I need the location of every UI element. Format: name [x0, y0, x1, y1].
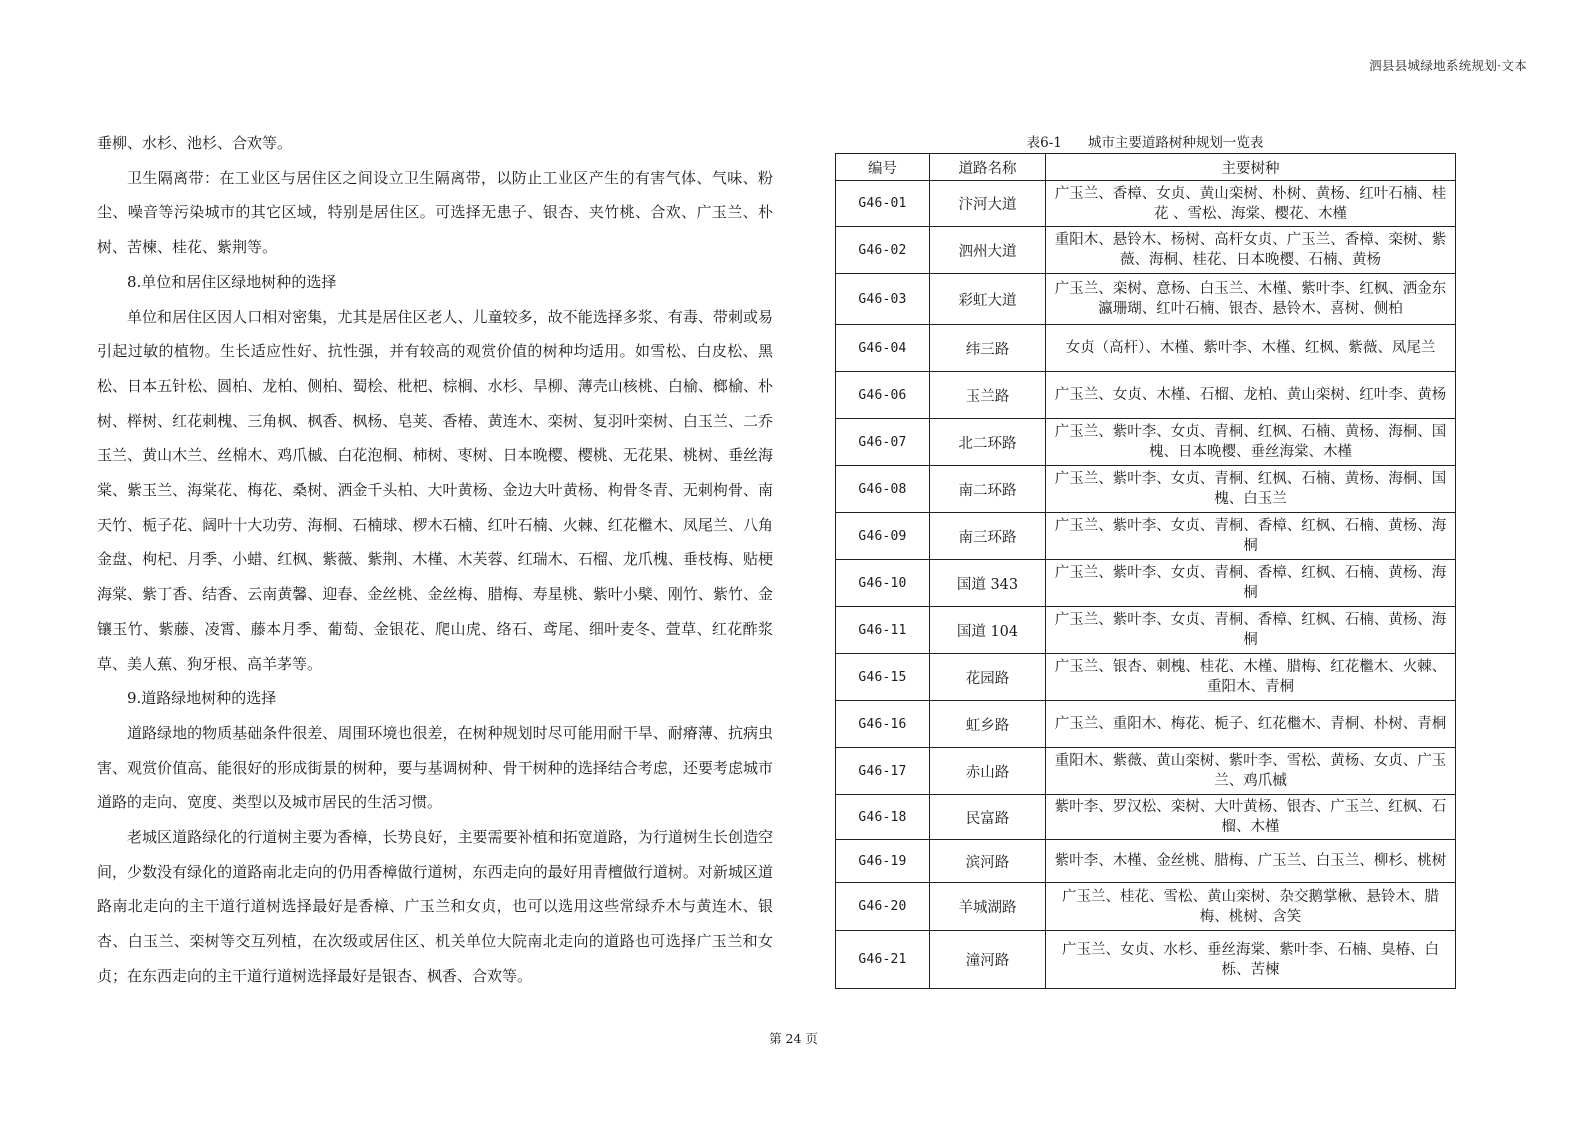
body-text-column [97, 126, 773, 994]
table-row [836, 513, 1456, 560]
table-row [836, 654, 1456, 701]
column-header-code: 编号 [836, 154, 930, 181]
table-row [836, 560, 1456, 607]
cell-road: 国道 104 [930, 607, 1046, 654]
table-row [836, 372, 1456, 419]
cell-code: G46-04 [836, 325, 930, 372]
table-caption-number: 表6-1 [1026, 135, 1062, 151]
cell-code: G46-01 [836, 181, 930, 227]
table-row [836, 840, 1456, 883]
cell-road: 潼河路 [930, 931, 1046, 989]
table-row [836, 274, 1456, 325]
cell-road: 南三环路 [930, 513, 1046, 560]
table-row [836, 227, 1456, 274]
column-header-species: 主要树种 [1046, 154, 1456, 181]
table-row [836, 419, 1456, 466]
cell-code: G46-10 [836, 560, 930, 607]
cell-code: G46-19 [836, 840, 930, 883]
cell-road: 国道 343 [930, 560, 1046, 607]
table-row [836, 748, 1456, 795]
table-row [836, 931, 1456, 989]
paragraph-unit-residential: 单位和居住区因人口相对密集，尤其是居住区老人、儿童较多，故不能选择多浆、有毒、带刺或易引起过敏的植物。生长适应性好、抗性强，并有较高的观赏价值的树种均适用。如雪松、白皮松、黑松、日本五针松、圆柏、龙柏、侧柏、蜀桧、枇杷、棕榈、水杉、旱柳、薄壳山核桃、白榆、榔榆、朴树、榉树、红花刺槐、三角枫、枫香、枫杨、皂荚、香椿、黄连木、栾树、复羽叶栾树、白玉兰、二乔玉兰、黄山木兰、丝棉木、鸡爪槭、白花泡桐、柿树、枣树、日本晚樱、樱桃、无花果、桃树、垂丝海棠、紫玉兰、海棠花、梅花、桑树、洒金千头柏、大叶黄杨、金边大叶黄杨、枸骨冬青、无刺枸骨、南天竹、栀子花、阔叶十大功劳、海桐、石楠球、椤木石楠、红叶石楠、火棘、红花檵木、凤尾兰、八角金盘、枸杞、月季、小蜡、红枫、紫薇、紫荆、木槿、木芙蓉、红瑞木、石榴、龙爪槐、垂枝梅、贴梗海棠、紫丁香、结香、云南黄馨、迎春、金丝桃、金丝梅、腊梅、寿星桃、紫叶小檗、刚竹、紫竹、金镶玉竹、紫藤、凌霄、藤本月季、葡萄、金银花、爬山虎、络石、鸢尾、细叶麦冬、萱草、红花酢浆草、美人蕉、狗牙根、高羊茅等。 [97, 307, 773, 673]
cell-species: 紫叶李、罗汉松、栾树、大叶黄杨、银杏、广玉兰、红枫、石榴、木槿 [1046, 795, 1456, 840]
section-heading-road-green: 9.道路绿地树种的选择 [127, 689, 277, 708]
cell-road: 汴河大道 [930, 181, 1046, 227]
cell-species: 重阳木、紫薇、黄山栾树、紫叶李、雪松、黄杨、女贞、广玉兰、鸡爪槭 [1046, 748, 1456, 795]
road-tree-species-table [835, 153, 1456, 989]
table-row [836, 181, 1456, 227]
cell-species: 广玉兰、女贞、水杉、垂丝海棠、紫叶李、石楠、臭椿、白栎、苦楝 [1046, 931, 1456, 989]
cell-species: 广玉兰、银杏、刺槐、桂花、木槿、腊梅、红花檵木、火棘、重阳木、青桐 [1046, 654, 1456, 701]
section-heading-unit-residential: 8.单位和居住区绿地树种的选择 [127, 272, 337, 291]
table-row [836, 883, 1456, 931]
table-caption [835, 131, 1455, 151]
cell-code: G46-02 [836, 227, 930, 274]
cell-species: 广玉兰、紫叶李、女贞、青桐、红枫、石楠、黄杨、海桐、国槐、日本晚樱、垂丝海棠、木槿 [1046, 419, 1456, 466]
table-header-row [836, 154, 1456, 181]
cell-species: 女贞（高杆）、木槿、紫叶李、木槿、红枫、紫薇、凤尾兰 [1046, 325, 1456, 372]
cell-road: 赤山路 [930, 748, 1046, 795]
paragraph-intro-continuation: 垂柳、水杉、池杉、合欢等。 [97, 134, 293, 152]
cell-species: 广玉兰、桂花、雪松、黄山栾树、杂交鹅掌楸、悬铃木、腊梅、桃树、含笑 [1046, 883, 1456, 931]
cell-code: G46-18 [836, 795, 930, 840]
cell-species: 广玉兰、紫叶李、女贞、青桐、香樟、红枫、石楠、黄杨、海桐 [1046, 607, 1456, 654]
paragraph-old-city-street-trees: 老城区道路绿化的行道树主要为香樟，长势良好，主要需要补植和拓宽道路，为行道树生长创造空间，少数没有绿化的道路南北走向的仍用香樟做行道树，东西走向的最好用青檀做行道树。对新城区道路南北走向的主干道行道树选择最好是香樟、广玉兰和女贞，也可以选用这些常绿乔木与黄连木、银杏、白玉兰、栾树等交互列植，在次级或居住区、机关单位大院南北走向的道路也可选择广玉兰和女贞；在东西走向的主干道行道树选择最好是银杏、枫香、合欢等。 [97, 828, 773, 985]
page-number: 第 24 页 [769, 1031, 818, 1046]
cell-species: 重阳木、悬铃木、杨树、高杆女贞、广玉兰、香樟、栾树、紫薇、海桐、桂花、日本晚樱、石楠、黄杨 [1046, 227, 1456, 274]
cell-species: 广玉兰、女贞、木槿、石榴、龙柏、黄山栾树、红叶李、黄杨 [1046, 372, 1456, 419]
cell-road: 南二环路 [930, 466, 1046, 513]
cell-road: 滨河路 [930, 840, 1046, 883]
table-row [836, 325, 1456, 372]
cell-road: 虹乡路 [930, 701, 1046, 748]
cell-species: 广玉兰、重阳木、梅花、栀子、红花檵木、青桐、朴树、青桐 [1046, 701, 1456, 748]
table-caption-title: 城市主要道路树种规划一览表 [1087, 135, 1264, 151]
cell-code: G46-16 [836, 701, 930, 748]
cell-road: 北二环路 [930, 419, 1046, 466]
cell-code: G46-11 [836, 607, 930, 654]
table-row [836, 795, 1456, 840]
table-row [836, 701, 1456, 748]
cell-species: 紫叶李、木槿、金丝桃、腊梅、广玉兰、白玉兰、柳杉、桃树 [1046, 840, 1456, 883]
paragraph-road-green-conditions: 道路绿地的物质基础条件很差、周围环境也很差，在树种规划时尽可能用耐干旱、耐瘠薄、抗病虫害、观赏价值高、能很好的形成街景的树种，要与基调树种、骨干树种的选择结合考虑，还要考虑城市道路的走向、宽度、类型以及城市居民的生活习惯。 [97, 723, 773, 812]
cell-species: 广玉兰、紫叶李、女贞、青桐、红枫、石楠、黄杨、海桐、国槐、白玉兰 [1046, 466, 1456, 513]
cell-code: G46-17 [836, 748, 930, 795]
cell-code: G46-03 [836, 274, 930, 325]
cell-code: G46-07 [836, 419, 930, 466]
cell-species: 广玉兰、栾树、意杨、白玉兰、木槿、紫叶李、红枫、洒金东瀛珊瑚、红叶石楠、银杏、悬铃木、喜树、侧柏 [1046, 274, 1456, 325]
cell-code: G46-21 [836, 931, 930, 989]
cell-code: G46-09 [836, 513, 930, 560]
cell-road: 羊城湖路 [930, 883, 1046, 931]
table-row [836, 607, 1456, 654]
cell-species: 广玉兰、紫叶李、女贞、青桐、香樟、红枫、石楠、黄杨、海桐 [1046, 560, 1456, 607]
cell-road: 彩虹大道 [930, 274, 1046, 325]
cell-code: G46-06 [836, 372, 930, 419]
cell-road: 玉兰路 [930, 372, 1046, 419]
cell-road: 花园路 [930, 654, 1046, 701]
cell-road: 纬三路 [930, 325, 1046, 372]
cell-road: 民富路 [930, 795, 1046, 840]
document-header-title: 泗县县城绿地系统规划·文本 [1369, 58, 1527, 73]
cell-code: G46-20 [836, 883, 930, 931]
cell-species: 广玉兰、香樟、女贞、黄山栾树、朴树、黄杨、红叶石楠、桂花 、雪松、海棠、樱花、木槿 [1046, 181, 1456, 227]
cell-species: 广玉兰、紫叶李、女贞、青桐、香樟、红枫、石楠、黄杨、海桐 [1046, 513, 1456, 560]
paragraph-hygiene-buffer: 卫生隔离带：在工业区与居住区之间设立卫生隔离带，以防止工业区产生的有害气体、气味、粉尘、噪音等污染城市的其它区域，特别是居住区。可选择无患子、银杏、夹竹桃、合欢、广玉兰、朴树、苦楝、桂花、紫荆等。 [97, 168, 773, 257]
cell-road: 泗州大道 [930, 227, 1046, 274]
table-row [836, 466, 1456, 513]
cell-code: G46-08 [836, 466, 930, 513]
column-header-road: 道路名称 [930, 154, 1046, 181]
cell-code: G46-15 [836, 654, 930, 701]
